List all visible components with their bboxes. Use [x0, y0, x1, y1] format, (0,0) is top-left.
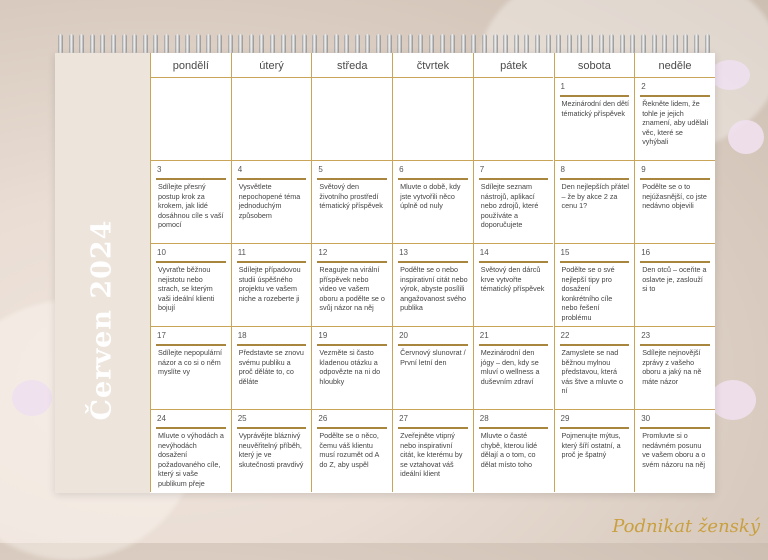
day-cell[interactable]	[311, 160, 392, 243]
spiral-ring	[249, 34, 254, 54]
spiral-ring	[365, 34, 370, 54]
spiral-ring	[471, 34, 476, 54]
gold-divider	[560, 344, 630, 346]
day-prompt: Mluvte o době, kdy jste vytvořili něco úplně od nuly	[400, 182, 461, 211]
day-number: 21	[479, 331, 489, 340]
day-prompt: Sdílejte případovou studii úspěšného projektu ve vašem niche a rozeberte ji	[238, 265, 301, 303]
spiral-ring	[418, 34, 423, 54]
day-cell[interactable]	[150, 409, 231, 492]
gold-divider	[317, 344, 387, 346]
spiral-ring	[461, 34, 466, 54]
spiral-ring	[270, 34, 275, 54]
day-number: 27	[399, 414, 408, 423]
spiral-ring	[450, 34, 455, 54]
day-cell[interactable]	[473, 243, 554, 326]
day-prompt: Mezinárodní den jógy – den, kdy se mluví o wellness a duševním zdraví	[480, 348, 540, 386]
gold-divider	[560, 95, 630, 97]
day-prompt: Den otců – oceňte a oslavte je, zaslouží si to	[642, 265, 707, 294]
day-prompt: Zveřejněte vtipný nebo inspirativní citát, ke kterému by se vztahovat váš ideální klient	[400, 431, 463, 479]
day-prompt: Den nejlepších přátel – že by akce 2 za cenu 1?	[561, 182, 630, 211]
day-prompt: Řekněte lidem, že tohle je jejich znamení, aby udělali věc, které se vyhýbali	[642, 99, 709, 147]
spiral-ring	[100, 34, 105, 54]
day-number: 22	[560, 331, 570, 340]
day-cell[interactable]	[311, 243, 392, 326]
day-cell[interactable]	[473, 326, 554, 409]
day-prompt: Mluvte o časté chybě, kterou lidé dělají a o tom, co dělat místo toho	[480, 431, 538, 469]
spiral-ring	[609, 34, 614, 54]
day-cell[interactable]	[392, 409, 473, 492]
day-number: 25	[237, 414, 247, 423]
day-number: 6	[399, 165, 404, 174]
day-number: 1	[560, 82, 565, 91]
gold-divider	[398, 427, 468, 429]
spiral-ring	[376, 34, 381, 54]
day-cell[interactable]	[150, 243, 231, 326]
spiral-ring	[662, 34, 667, 54]
day-prompt: Sdílejte nejnovější zprávy z vašeho oboru a jaký na ně máte názor	[642, 348, 702, 386]
gold-divider	[317, 261, 387, 263]
gold-divider	[560, 178, 630, 180]
day-prompt: Světový den životního prostředí tématický příspěvek	[319, 182, 383, 211]
spiral-ring	[111, 34, 116, 54]
spiral-ring	[206, 34, 211, 54]
spiral-ring	[69, 34, 74, 54]
day-number: 2	[641, 82, 646, 91]
day-prompt: Mezinárodní den dětí tématický příspěvek	[561, 99, 630, 118]
spiral-ring	[196, 34, 201, 54]
spiral-ring	[334, 34, 339, 54]
spiral-ring	[79, 34, 84, 54]
lilac-flower	[12, 380, 52, 416]
spiral-ring	[429, 34, 434, 54]
day-cell[interactable]	[311, 409, 392, 492]
gold-divider	[640, 261, 710, 263]
gold-divider	[560, 261, 630, 263]
gold-divider	[237, 178, 307, 180]
gold-divider	[640, 178, 710, 180]
day-cell[interactable]	[634, 77, 715, 160]
day-prompt: Vezměte si často kladenou otázku a odpovězte na ni do hloubky	[319, 348, 381, 386]
gold-divider	[317, 427, 387, 429]
spiral-ring	[546, 34, 551, 54]
lilac-flower	[710, 60, 750, 90]
day-cell[interactable]	[473, 160, 554, 243]
gold-divider	[398, 261, 468, 263]
day-cell[interactable]	[634, 326, 715, 409]
day-prompt: Reagujte na virální příspěvek nebo video ve vašem oboru a podělte se o svůj názor na něj	[319, 265, 385, 313]
gold-divider	[560, 427, 630, 429]
weekday-header: pátek	[473, 53, 554, 77]
day-prompt: Červnový slunovrat / První letní den	[400, 348, 466, 367]
gold-divider	[479, 427, 549, 429]
gold-divider	[237, 344, 307, 346]
day-number: 24	[157, 414, 166, 423]
spiral-ring	[58, 34, 63, 54]
brand-logo: Podnikat ženský	[612, 516, 760, 537]
month-sidebar	[55, 53, 150, 493]
empty-day-cell	[311, 77, 392, 160]
day-cell[interactable]	[473, 409, 554, 492]
day-cell[interactable]	[392, 243, 473, 326]
day-number: 3	[157, 165, 162, 174]
spiral-ring	[535, 34, 540, 54]
empty-day-cell	[150, 77, 231, 160]
day-prompt: Sdílejte přesný postup krok za krokem, jak lidé dosáhnou cíle s vaší pomocí	[158, 182, 224, 230]
day-number: 14	[479, 248, 489, 257]
day-prompt: Vysvětlete nepochopené téma jednoduchým způsobem	[238, 182, 301, 220]
day-number: 8	[560, 165, 565, 174]
weekday-header: čtvrtek	[392, 53, 473, 77]
spiral-ring	[185, 34, 190, 54]
gold-divider	[317, 178, 387, 180]
spiral-ring	[312, 34, 317, 54]
gold-divider	[640, 95, 710, 97]
spiral-ring	[440, 34, 445, 54]
day-cell[interactable]	[392, 160, 473, 243]
spiral-ring	[588, 34, 593, 54]
spiral-ring	[302, 34, 307, 54]
weekday-header: pondělí	[150, 53, 231, 77]
spiral-ring	[705, 34, 710, 54]
gold-divider	[479, 178, 549, 180]
spiral-ring	[652, 34, 657, 54]
gold-divider	[640, 427, 710, 429]
spiral-ring	[281, 34, 286, 54]
spiral-ring	[641, 34, 646, 54]
spiral-ring	[344, 34, 349, 54]
spiral-ring	[228, 34, 233, 54]
day-cell[interactable]	[634, 243, 715, 326]
day-number: 11	[237, 248, 246, 257]
spiral-ring	[90, 34, 95, 54]
spiral-ring	[143, 34, 148, 54]
gold-divider	[156, 427, 226, 429]
spiral-ring	[694, 34, 699, 54]
spiral-ring	[397, 34, 402, 54]
day-number: 28	[479, 414, 489, 423]
spiral-ring	[238, 34, 243, 54]
empty-day-cell	[231, 77, 312, 160]
day-number: 7	[479, 165, 485, 174]
day-prompt: Sdílejte seznam nástrojů, aplikací nebo zdrojů, které používáte a doporučujete	[480, 182, 539, 230]
gold-divider	[237, 261, 307, 263]
day-number: 10	[157, 248, 166, 257]
day-prompt: Podělte se o to nejúžasnější, co jste nedávno objevili	[642, 182, 707, 211]
gold-divider	[237, 427, 307, 429]
day-prompt: Zamyslete se nad běžnou mylnou představou, která vás štve a mluvte o ní	[561, 348, 624, 396]
empty-day-cell	[473, 77, 554, 160]
spiral-ring	[630, 34, 635, 54]
day-number: 12	[318, 248, 328, 257]
day-number: 13	[399, 248, 408, 257]
day-prompt: Představte se znovu svému publiku a proč děláte to, co děláte	[238, 348, 304, 386]
day-number: 20	[399, 331, 408, 340]
spiral-ring	[599, 34, 604, 54]
day-number: 17	[157, 331, 166, 340]
gold-divider	[479, 344, 549, 346]
spiral-ring	[503, 34, 508, 54]
gold-divider	[479, 261, 549, 263]
gold-divider	[398, 344, 468, 346]
day-prompt: Sdílejte nepopulární názor a co si o něm myslíte vy	[158, 348, 222, 377]
spiral-ring	[673, 34, 678, 54]
day-prompt: Vyvraťte běžnou nejistotu nebo strach, se kterým vaši ideální klienti bojují	[158, 265, 215, 313]
gold-divider	[640, 344, 710, 346]
day-prompt: Podělte se o nebo inspirativní citát nebo výrok, abyste posílili angažovanost svého publika	[400, 265, 468, 313]
day-cell[interactable]	[231, 409, 312, 492]
spiral-ring	[323, 34, 328, 54]
day-number: 5	[318, 165, 323, 174]
day-prompt: Podělte se o něco, čemu váš klientu musí rozumět od A do Z, aby uspěl	[319, 431, 379, 469]
empty-day-cell	[392, 77, 473, 160]
day-prompt: Světový den dárců krve vytvořte tématický příspěvek	[480, 265, 545, 294]
lilac-flower	[728, 120, 764, 154]
day-cell[interactable]	[554, 243, 635, 326]
spiral-ring	[408, 34, 413, 54]
spiral-ring	[122, 34, 127, 54]
day-cell[interactable]	[392, 326, 473, 409]
spiral-ring	[683, 34, 688, 54]
gold-divider	[156, 261, 226, 263]
spiral-ring	[164, 34, 169, 54]
spiral-ring	[556, 34, 561, 54]
spiral-ring	[153, 34, 158, 54]
spiral-ring	[132, 34, 137, 54]
day-cell[interactable]	[231, 160, 312, 243]
spiral-ring	[567, 34, 572, 54]
spiral-ring	[259, 34, 264, 54]
spiral-ring	[482, 34, 487, 54]
spiral-ring	[514, 34, 519, 54]
spiral-ring	[387, 34, 392, 54]
day-number: 26	[318, 414, 328, 423]
spiral-ring	[493, 34, 498, 54]
spiral-ring	[217, 34, 222, 54]
spiral-ring	[620, 34, 625, 54]
spiral-ring	[524, 34, 529, 54]
day-prompt: Vyprávějte bláznivý neuvěřitelný příběh, který je ve skutečnosti pravdivý	[238, 431, 304, 469]
spiral-ring	[577, 34, 582, 54]
spiral-ring	[175, 34, 180, 54]
weekday-header: středa	[311, 53, 392, 77]
day-prompt: Podělte se o své nejlepší tipy pro dosažení konkrétního cíle nebo řešení problému	[561, 265, 615, 322]
day-number: 4	[237, 165, 243, 174]
day-cell[interactable]	[150, 160, 231, 243]
day-cell[interactable]	[554, 409, 635, 492]
gold-divider	[156, 178, 226, 180]
day-prompt: Promluvte si o nedávném posunu ve vašem oboru a o svém názoru na něj	[642, 431, 706, 469]
day-cell[interactable]	[311, 326, 392, 409]
gold-divider	[156, 344, 226, 346]
month-title: Červen 2024	[86, 219, 118, 421]
day-cell[interactable]	[231, 326, 312, 409]
day-cell[interactable]	[554, 160, 635, 243]
spiral-ring	[355, 34, 360, 54]
day-cell[interactable]	[554, 326, 635, 409]
day-cell[interactable]	[634, 409, 715, 492]
day-prompt: Pojmenujte mýtus, který šíří ostatní, a proč je špatný	[561, 431, 621, 460]
day-cell[interactable]	[150, 326, 231, 409]
weekday-header: sobota	[554, 53, 635, 77]
day-number: 9	[641, 165, 646, 174]
calendar-grid	[150, 53, 715, 493]
weekday-header: neděle	[634, 53, 715, 77]
weekday-header: úterý	[231, 53, 312, 77]
day-number: 29	[560, 414, 570, 423]
day-prompt: Mluvte o výhodách a nevýhodách dosažení požadovaného cíle, který si vaše publikum přeje	[158, 431, 224, 488]
day-number: 15	[560, 248, 570, 257]
day-cell[interactable]	[634, 160, 715, 243]
lilac-flower	[710, 380, 756, 420]
day-number: 18	[237, 331, 247, 340]
day-number: 23	[641, 331, 651, 340]
day-cell[interactable]	[554, 77, 635, 160]
calendar-page	[55, 53, 715, 493]
day-cell[interactable]	[231, 243, 312, 326]
day-number: 19	[318, 331, 328, 340]
spiral-ring	[291, 34, 296, 54]
day-number: 30	[641, 414, 651, 423]
gold-divider	[398, 178, 468, 180]
day-number: 16	[641, 248, 651, 257]
